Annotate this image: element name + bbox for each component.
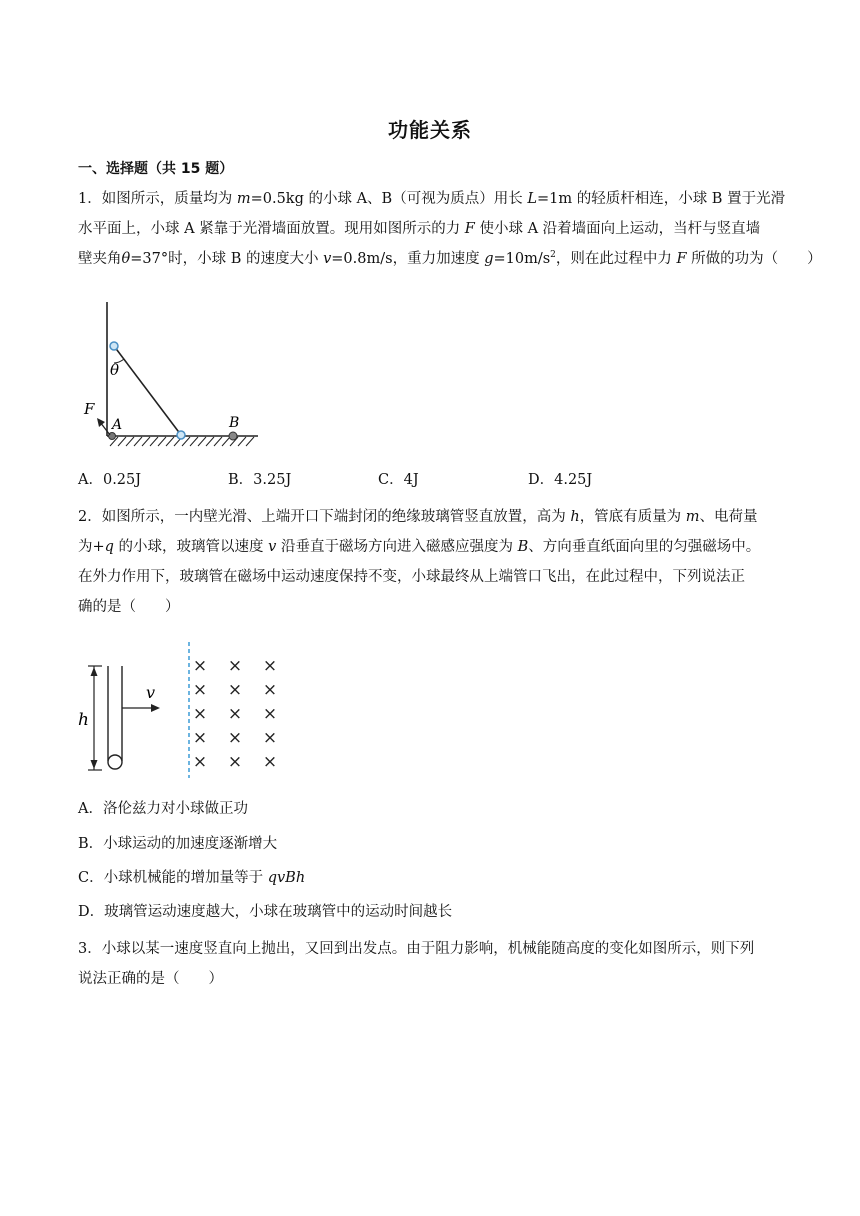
h-arrow-up	[91, 667, 98, 676]
ball-b	[229, 432, 237, 440]
svg-text:×: ×	[192, 752, 208, 772]
h-label: h	[78, 710, 89, 730]
h-arrow-down	[91, 760, 98, 769]
svg-text:×: ×	[262, 680, 278, 700]
q2-line-3: 在外力作用下，玻璃管在磁场中运动速度保持不变，小球最终从上端管口飞出，在此过程中，下列说法正	[78, 569, 745, 585]
svg-text:×: ×	[262, 752, 278, 772]
section-heading: 一、选择题（共 15 题）	[78, 161, 234, 177]
question-3-text	[78, 934, 784, 994]
svg-text:×: ×	[262, 656, 278, 676]
question-1-text	[78, 184, 822, 274]
svg-text:×: ×	[192, 704, 208, 724]
q2-option-a[interactable]: A．洛伦兹力对小球做正功	[78, 801, 248, 817]
theta-label: θ	[110, 361, 120, 379]
q1-line-1: 1．如图所示，质量均为 m=0.5kg 的小球 A、B（可视为质点）用长 L=1m 的轻质杆相连，小球 B 置于光滑	[78, 191, 786, 207]
svg-text:×: ×	[227, 680, 243, 700]
ball-b-label: B	[229, 415, 240, 431]
ball-a-upper	[110, 342, 118, 350]
q2-line-2: 为+q 的小球，玻璃管以速度 v 沿垂直于磁场方向进入磁感应强度为 B、方向垂直纸面向里的匀强磁场中。	[78, 539, 761, 555]
svg-text:×: ×	[227, 752, 243, 772]
velocity-arrow-head	[151, 704, 160, 712]
q2-option-c[interactable]: C．小球机械能的增加量等于 qvBh	[78, 870, 306, 886]
ball-a-position	[177, 431, 185, 439]
svg-text:×: ×	[262, 704, 278, 724]
q1-option-c[interactable]: C．4J	[378, 472, 419, 488]
svg-text:×: ×	[227, 656, 243, 676]
svg-text:×: ×	[192, 728, 208, 748]
q3-line-2: 说法正确的是（ ）	[78, 971, 223, 987]
q1-option-d[interactable]: D．4.25J	[528, 472, 593, 488]
svg-text:×: ×	[192, 680, 208, 700]
q2-figure	[78, 640, 288, 780]
q2-option-b[interactable]: B．小球运动的加速度逐渐增大	[78, 836, 278, 852]
q1-option-a[interactable]: A．0.25J	[78, 472, 142, 488]
q1-line-2: 水平面上，小球 A 紧靠于光滑墙面放置。现用如图所示的力 F 使小球 A 沿着墙面向上运动，当杆与竖直墙	[78, 221, 761, 237]
velocity-label: v	[146, 683, 156, 702]
force-label: F	[84, 400, 95, 418]
q1-option-b[interactable]: B．3.25J	[228, 472, 292, 488]
ball-a-label: A	[112, 417, 123, 433]
svg-text:×: ×	[227, 728, 243, 748]
q1-figure	[80, 296, 265, 456]
question-2-text	[78, 502, 784, 622]
magnetic-field-crosses	[193, 656, 277, 772]
q2-option-d[interactable]: D．玻璃管运动速度越大，小球在玻璃管中的运动时间越长	[78, 904, 453, 920]
ball-in-tube	[108, 755, 122, 769]
svg-text:×: ×	[262, 728, 278, 748]
svg-text:×: ×	[227, 704, 243, 724]
svg-text:×: ×	[192, 656, 208, 676]
q3-line-1: 3．小球以某一速度竖直向上抛出，又回到出发点。由于阻力影响，机械能随高度的变化如图所示，则下列	[78, 941, 755, 957]
force-arrow-head	[97, 418, 105, 427]
q2-line-4: 确的是（ ）	[78, 599, 180, 615]
q2-line-1: 2．如图所示，一内壁光滑、上端开口下端封闭的绝缘玻璃管竖直放置，高为 h，管底有质量为 m、电荷量	[78, 509, 758, 525]
page-title: 功能关系	[388, 118, 472, 142]
q1-line-3: 壁夹角θ=37°时，小球 B 的速度大小 v=0.8m/s，重力加速度 $g=10m/s^2$，则在此过程中力 F 所做的功为（ ）	[78, 250, 822, 267]
